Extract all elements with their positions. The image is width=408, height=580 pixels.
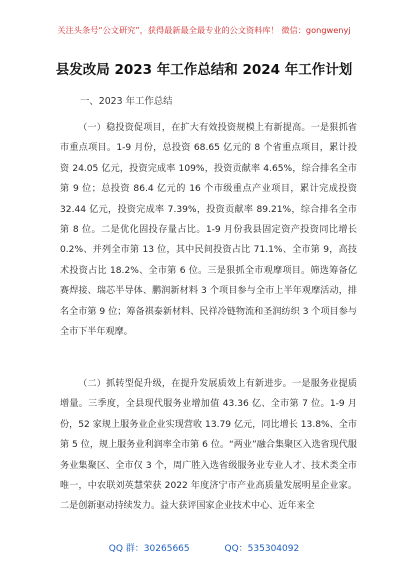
paragraph-1: （一）稳投资促项目，在扩大有效投资规模上有新提高。一是狠抓省市重点项目。1-9 月份，总投资 68.65 亿元的 8 个省重点项目，累计投资 24.05 亿元，投资完成率 109%，投资贡献率 4.65%，综合排名全市第 9 位；总投资 86.4 亿元的 16 个市级重点产业项目，累计完成投资 32.44 亿元，投资完成率 7.39%，投资贡献率 89.21%，综合排名全市第 8 位。二是优化固投存量占比。1-9 月份我县固定资产投资同比增长 0.2%、并列全市第 13 位，其中民间投资占比 71.1%、全市第 9，高技术投资占比 18.2%、全市第 6 位。三是狠抓全市观摩项目。筛选筹备亿赛焊接、瑞芯半导体、鹏润新材料 3 个项目参与全市上半年观摩活动，排名全市第 9 位；筹备祺泰新材料、民祥冷链物流和圣润纺织 3 个项目参与全市下半年观摩。: [60, 123, 357, 338]
qq-number-text: QQ：535304092: [224, 544, 300, 554]
section-heading: 一、2023 年工作总结: [80, 96, 173, 107]
promo-banner: 关注头条号“公文研究”，获得最新最全最专业的公文资料库！ 微信：gongwenyj: [57, 25, 351, 35]
document-title: 县发改局 2023 年工作总结和 2024 年工作计划: [55, 62, 353, 78]
qq-group-text: QQ 群：30265665: [108, 544, 190, 554]
paragraph-2: （二）抓转型促升级，在提升发展质效上有新进步。一是服务业提质增量。三季度，全县现代服务业增加值 43.36 亿、全市第 7 位。1-9 月份，52 家规上服务业企业实现营收 13.79 亿元，同比增长 13.8%、全市第 5 位，规上服务业利润率全市第 6 位。“两业”融合集聚区入选省现代服务业集聚区、全市仅 3 个，周广胜入选省级服务业专业人才、技术类全市唯一，中农联刘英慧荣获 2022 年度济宁市产业高质量发展明星企业家。二是创新驱动持续发力。益大获评国家企业技术中心、近年来全: [60, 379, 357, 512]
footer-contact: [0, 541, 408, 554]
